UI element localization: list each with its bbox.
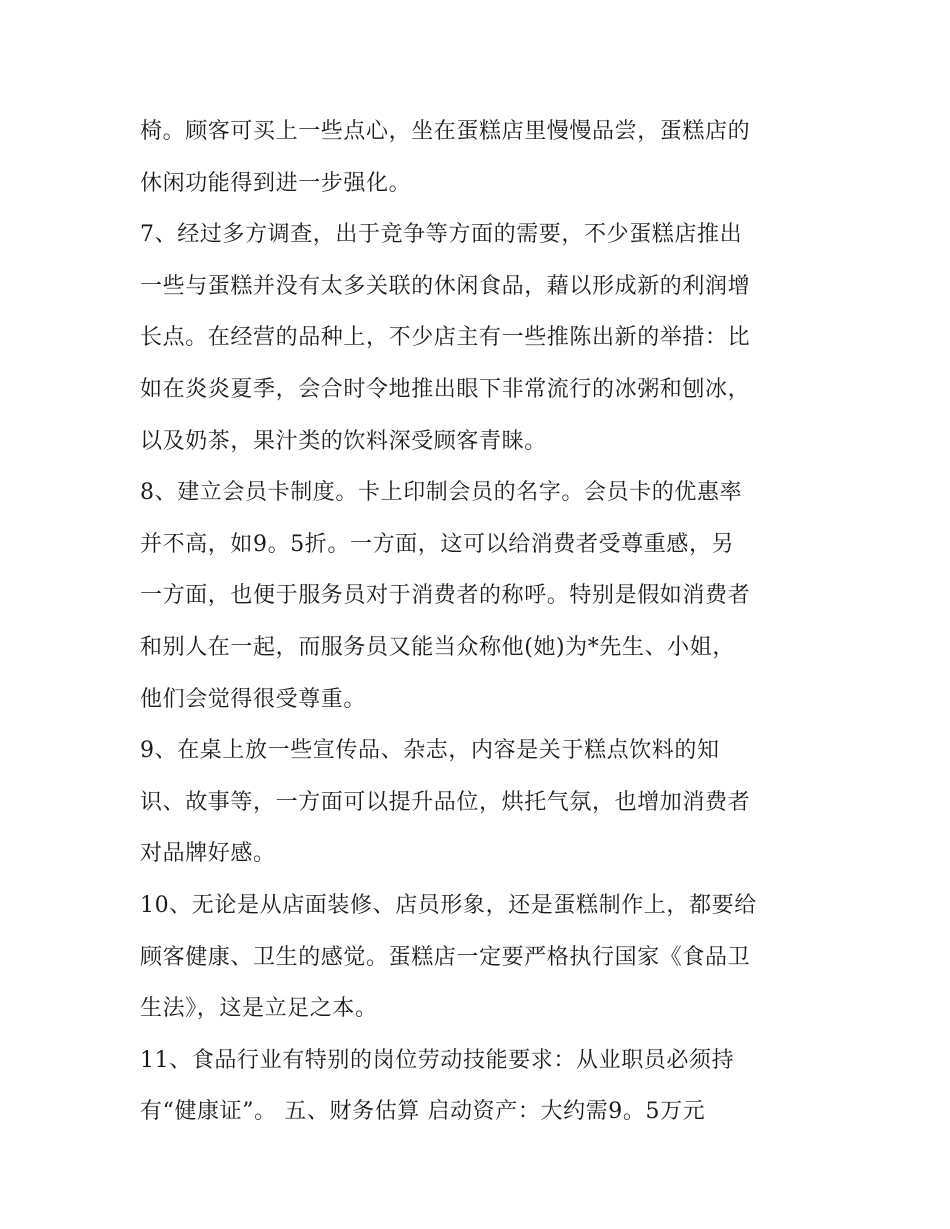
text-line: 休闲功能得到进一步强化。 — [140, 170, 412, 196]
text-line: 识、故事等，一方面可以提升品位，烘托气氛，也增加消费者 — [140, 789, 751, 815]
text-line: 11、食品行业有特别的岗位劳动技能要求：从业职员必须持 — [140, 1047, 735, 1073]
document-body — [140, 106, 820, 1138]
text-line: 如在炎炎夏季，会合时令地推出眼下非常流行的冰粥和刨冰， — [140, 376, 751, 402]
text-line: 10、无论是从店面装修、店员形象，还是蛋糕制作上，都要给 — [140, 892, 757, 918]
text-line: 长点。在经营的品种上，不少店主有一些推陈出新的举措：比 — [140, 325, 751, 351]
text-line: 他们会觉得很受尊重。 — [140, 686, 367, 712]
text-line: 以及奶茶，果汁类的饮料深受顾客青睐。 — [140, 428, 547, 454]
text-line: 椅。顾客可买上一些点心，坐在蛋糕店里慢慢品尝，蛋糕店的 — [140, 119, 751, 144]
text-line: 并不高，如9。5折。一方面，这可以给消费者受尊重感，另 — [140, 531, 735, 557]
text-line: 和别人在一起，而服务员又能当众称他(她)为*先生、小姐， — [140, 634, 735, 660]
text-line: 一方面，也便于服务员对于消费者的称呼。特别是假如消费者 — [140, 583, 751, 609]
text-line: 有“健康证”。 五、财务估算 启动资产：大约需9。5万元 — [140, 1099, 706, 1125]
text-line: 7、经过多方调查，出于竞争等方面的需要，不少蛋糕店推出 — [140, 222, 743, 248]
text-line: 9、在桌上放一些宣传品、杂志，内容是关于糕点饮料的知 — [140, 738, 720, 764]
text-line: 对品牌好感。 — [140, 841, 276, 867]
text-line: 一些与蛋糕并没有太多关联的休闲食品，藉以形成新的利润增 — [140, 273, 751, 299]
text-line: 顾客健康、卫生的感觉。蛋糕店一定要严格执行国家《食品卫 — [140, 944, 751, 970]
text-line: 生法》，这是立足之本。 — [140, 996, 378, 1022]
text-line: 8、建立会员卡制度。卡上印制会员的名字。会员卡的优惠率 — [140, 480, 743, 506]
